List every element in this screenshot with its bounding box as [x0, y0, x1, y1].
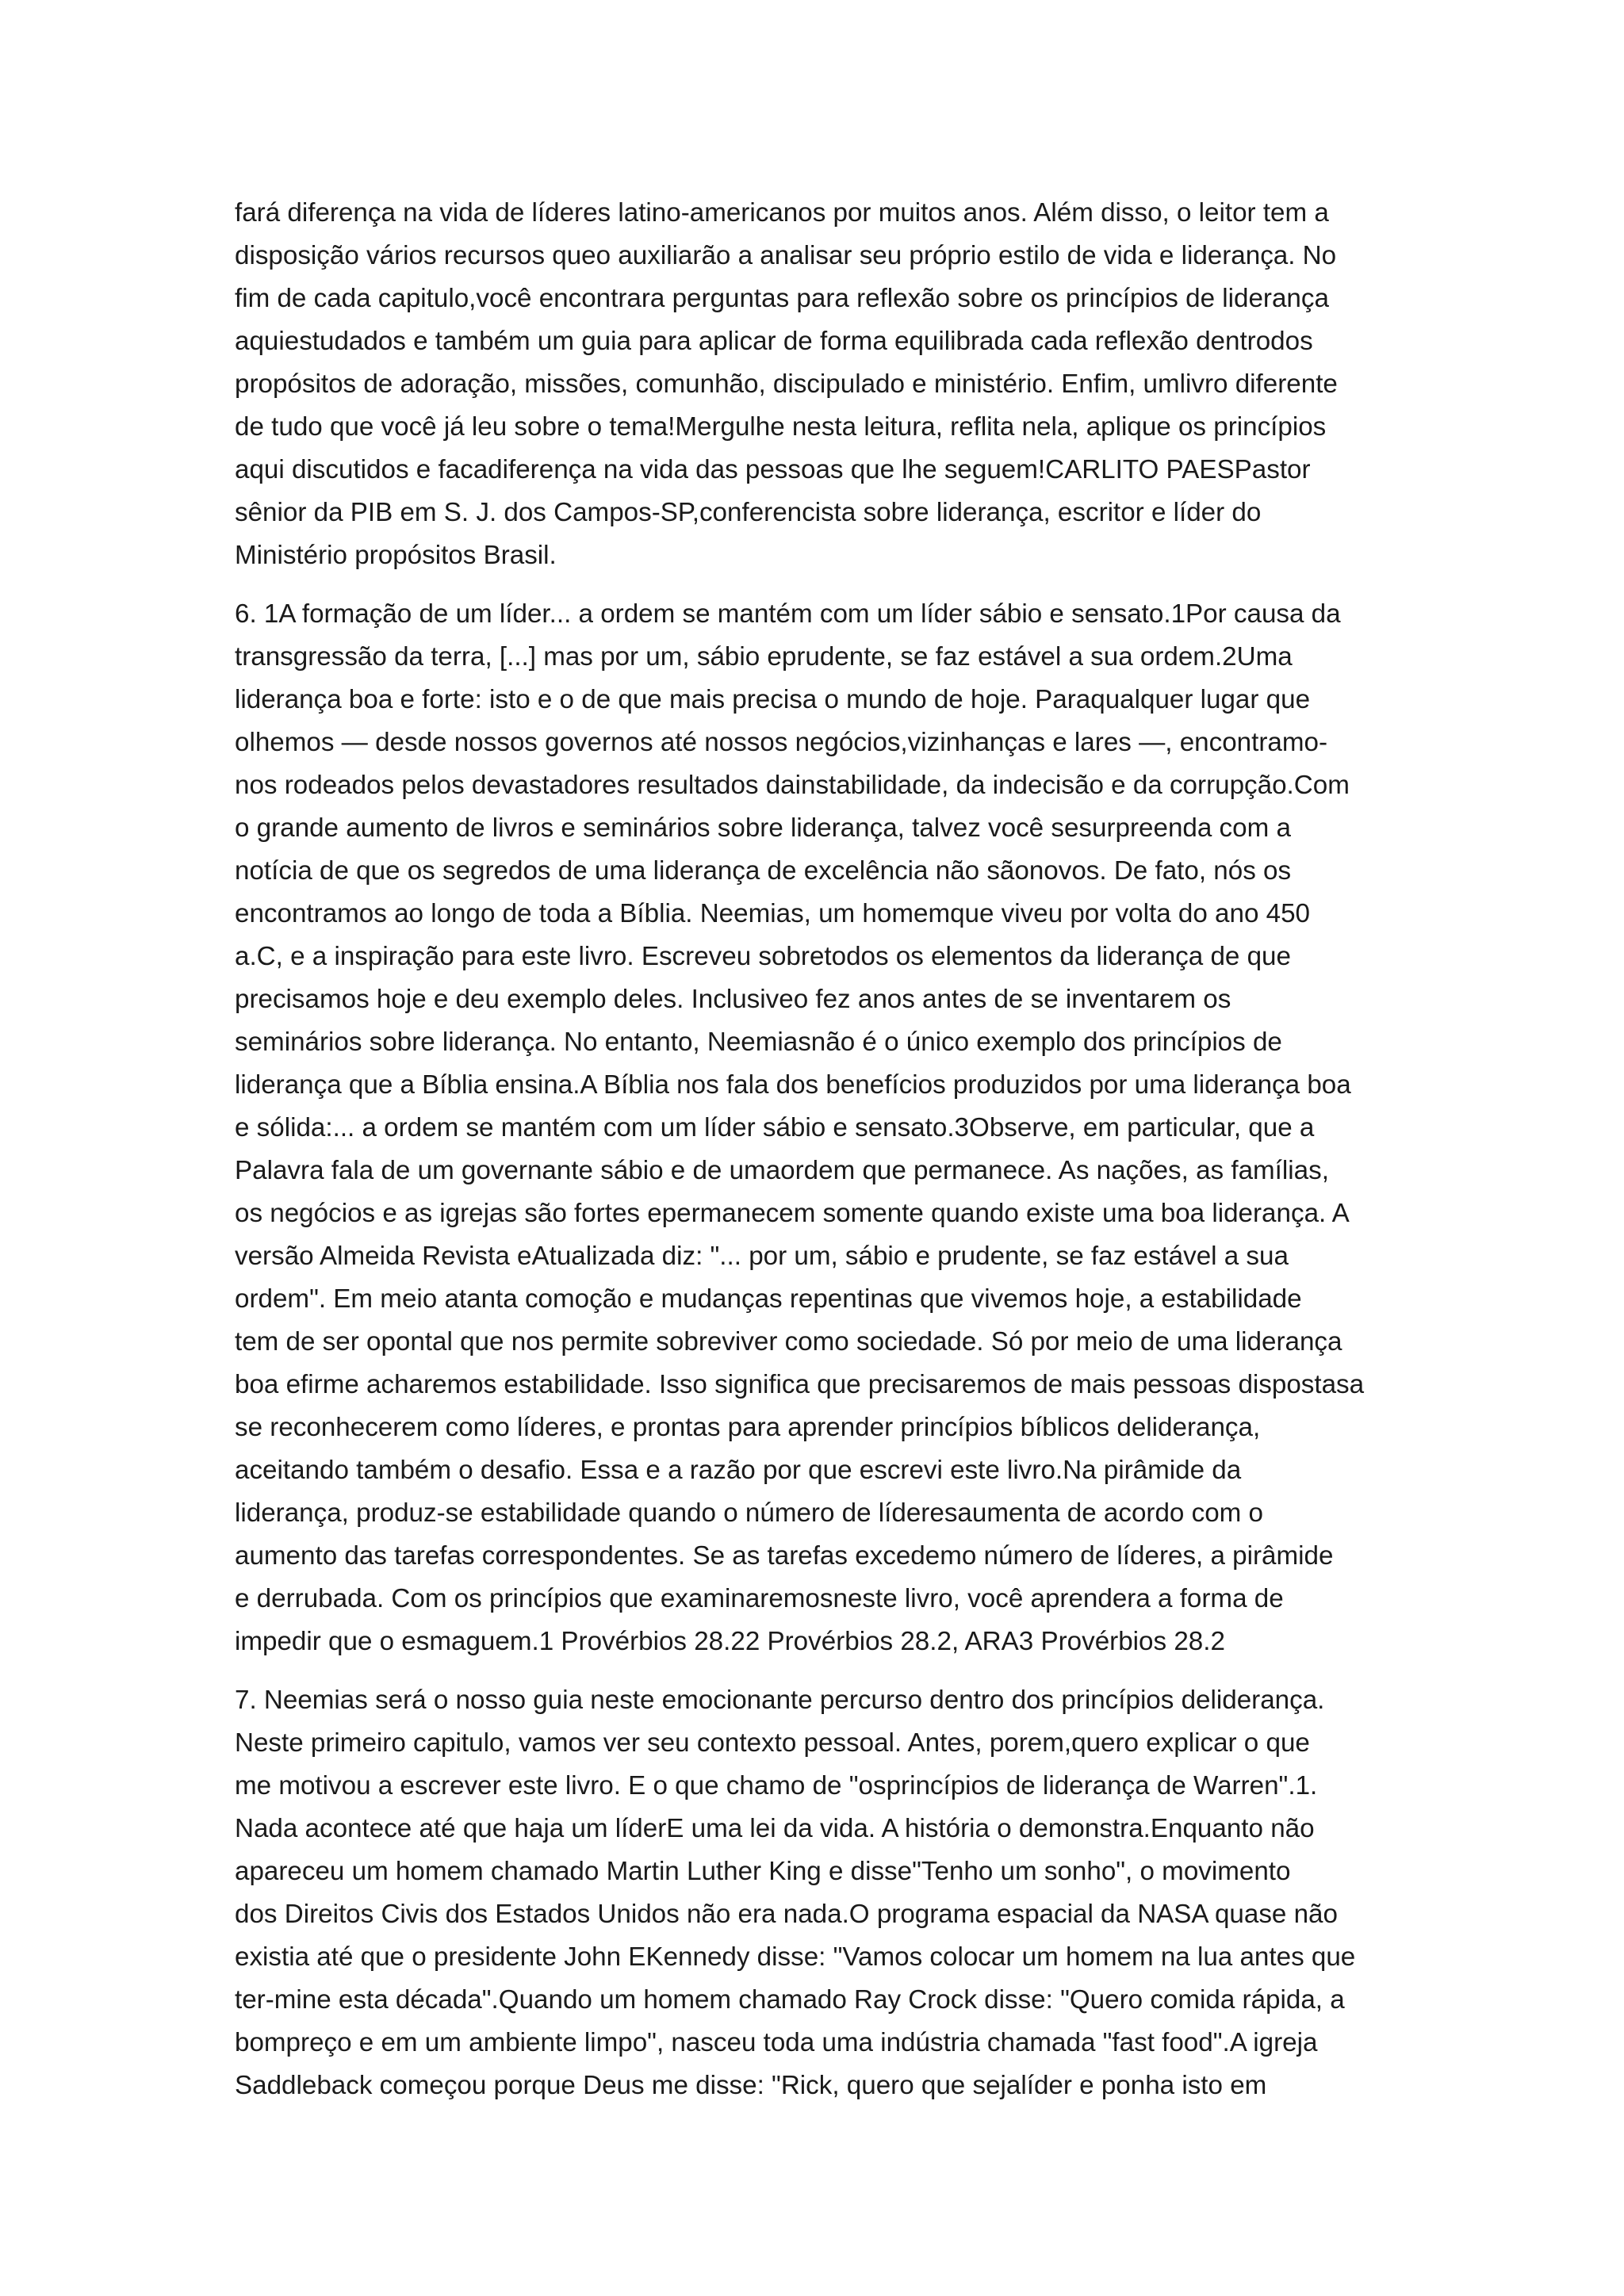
- paragraph: [235, 593, 1416, 1663]
- text-line: sênior da PIB em S. J. dos Campos-SP,conferencista sobre liderança, escritor e líder do: [235, 498, 1262, 527]
- text-line: impedir que o esmaguem.1 Provérbios 28.22 Provérbios 28.2, ARA3 Provérbios 28.2: [235, 1627, 1225, 1656]
- text-line: 7. Neemias será o nosso guia neste emocionante percurso dentro dos princípios deliderança.: [235, 1686, 1325, 1715]
- text-line: Ministério propósitos Brasil.: [235, 541, 557, 570]
- text-line: precisamos hoje e deu exemplo deles. Inclusiveo fez anos antes de se inventarem os: [235, 985, 1231, 1014]
- text-line: Nada acontece até que haja um líderE uma lei da vida. A história o demonstra.Enquanto não: [235, 1814, 1315, 1843]
- text-line: de tudo que você já leu sobre o tema!Mergulhe nesta leitura, reflita nela, aplique os princípios: [235, 412, 1327, 442]
- body-text: [235, 192, 1416, 2123]
- text-line: liderança boa e forte: isto e o de que mais precisa o mundo de hoje. Paraqualquer lugar que: [235, 685, 1311, 714]
- text-line: e derrubada. Com os princípios que examinaremosneste livro, você aprendera a forma de: [235, 1584, 1284, 1613]
- text-line: fim de cada capitulo,você encontrara perguntas para reflexão sobre os princípios de liderança: [235, 284, 1329, 313]
- text-line: ordem". Em meio atanta comoção e mudanças repentinas que vivemos hoje, a estabilidade: [235, 1284, 1302, 1314]
- paragraph: [235, 192, 1416, 577]
- text-line: existia até que o presidente John EKennedy disse: "Vamos colocar um homem na lua antes que: [235, 1942, 1356, 1972]
- text-line: aceitando também o desafio. Essa e a razão por que escrevi este livro.Na pirâmide da: [235, 1456, 1242, 1485]
- text-line: tem de ser opontal que nos permite sobreviver como sociedade. Só por meio de uma liderança: [235, 1327, 1342, 1357]
- text-line: apareceu um homem chamado Martin Luther King e disse"Tenho um sonho", o movimento: [235, 1857, 1291, 1886]
- text-line: disposição vários recursos queo auxiliarão a analisar seu próprio estilo de vida e liderança. No: [235, 241, 1337, 270]
- text-line: transgressão da terra, [...] mas por um, sábio eprudente, se faz estável a sua ordem.2Uma: [235, 642, 1293, 672]
- paragraph: [235, 1679, 1416, 2107]
- text-line: aumento das tarefas correspondentes. Se as tarefas excedemo número de líderes, a pirâmide: [235, 1541, 1334, 1571]
- text-line: olhemos — desde nossos governos até nossos negócios,vizinhanças e lares —, encontramo-: [235, 728, 1328, 757]
- text-line: seminários sobre liderança. No entanto, Neemiasnão é o único exemplo dos princípios de: [235, 1027, 1282, 1057]
- text-line: a.C, e a inspiração para este livro. Escreveu sobretodos os elementos da liderança de que: [235, 942, 1291, 971]
- text-line: notícia de que os segredos de uma liderança de excelência não sãonovos. De fato, nós os: [235, 856, 1292, 886]
- text-line: 6. 1A formação de um líder... a ordem se mantém com um líder sábio e sensato.1Por causa da: [235, 599, 1341, 629]
- text-line: propósitos de adoração, missões, comunhão, discipulado e ministério. Enfim, umlivro diferente: [235, 369, 1338, 399]
- text-line: aqui discutidos e facadiferença na vida das pessoas que lhe seguem!CARLITO PAESPastor: [235, 455, 1311, 484]
- text-line: o grande aumento de livros e seminários sobre liderança, talvez você sesurpreenda com a: [235, 813, 1291, 843]
- text-line: e sólida:... a ordem se mantém com um líder sábio e sensato.3Observe, em particular, que a: [235, 1113, 1315, 1142]
- text-line: aquiestudados e também um guia para aplicar de forma equilibrada cada reflexão dentrodos: [235, 327, 1313, 356]
- text-line: boa efirme acharemos estabilidade. Isso significa que precisaremos de mais pessoas dispostasa: [235, 1370, 1365, 1399]
- text-line: nos rodeados pelos devastadores resultados dainstabilidade, da indecisão e da corrupção.Com: [235, 771, 1350, 800]
- text-line: os negócios e as igrejas são fortes epermanecem somente quando existe uma boa liderança. A: [235, 1199, 1350, 1228]
- text-line: liderança que a Bíblia ensina.A Bíblia nos fala dos benefícios produzidos por uma liderança boa: [235, 1070, 1351, 1100]
- text-line: fará diferença na vida de líderes latino-americanos por muitos anos. Além disso, o leitor tem a: [235, 198, 1329, 228]
- text-line: se reconhecerem como líderes, e prontas para aprender princípios bíblicos deliderança,: [235, 1413, 1261, 1442]
- text-line: Palavra fala de um governante sábio e de umaordem que permanece. As nações, as famílias,: [235, 1156, 1329, 1185]
- text-line: ter-mine esta década".Quando um homem chamado Ray Crock disse: "Quero comida rápida, a: [235, 1985, 1345, 2015]
- text-line: Neste primeiro capitulo, vamos ver seu contexto pessoal. Antes, porem,quero explicar o que: [235, 1728, 1310, 1758]
- text-line: Saddleback começou porque Deus me disse: "Rick, quero que sejalíder e ponha isto em: [235, 2071, 1267, 2100]
- text-line: me motivou a escrever este livro. E o que chamo de "osprincípios de liderança de Warren".1.: [235, 1771, 1318, 1800]
- text-line: liderança, produz-se estabilidade quando o número de líderesaumenta de acordo com o: [235, 1498, 1263, 1528]
- text-line: versão Almeida Revista eAtualizada diz: "... por um, sábio e prudente, se faz estável a sua: [235, 1242, 1289, 1271]
- text-line: encontramos ao longo de toda a Bíblia. Neemias, um homemque viveu por volta do ano 450: [235, 899, 1310, 928]
- text-line: bompreço e em um ambiente limpo", nasceu toda uma indústria chamada "fast food".A igreja: [235, 2028, 1318, 2057]
- text-line: dos Direitos Civis dos Estados Unidos não era nada.O programa espacial da NASA quase não: [235, 1900, 1338, 1929]
